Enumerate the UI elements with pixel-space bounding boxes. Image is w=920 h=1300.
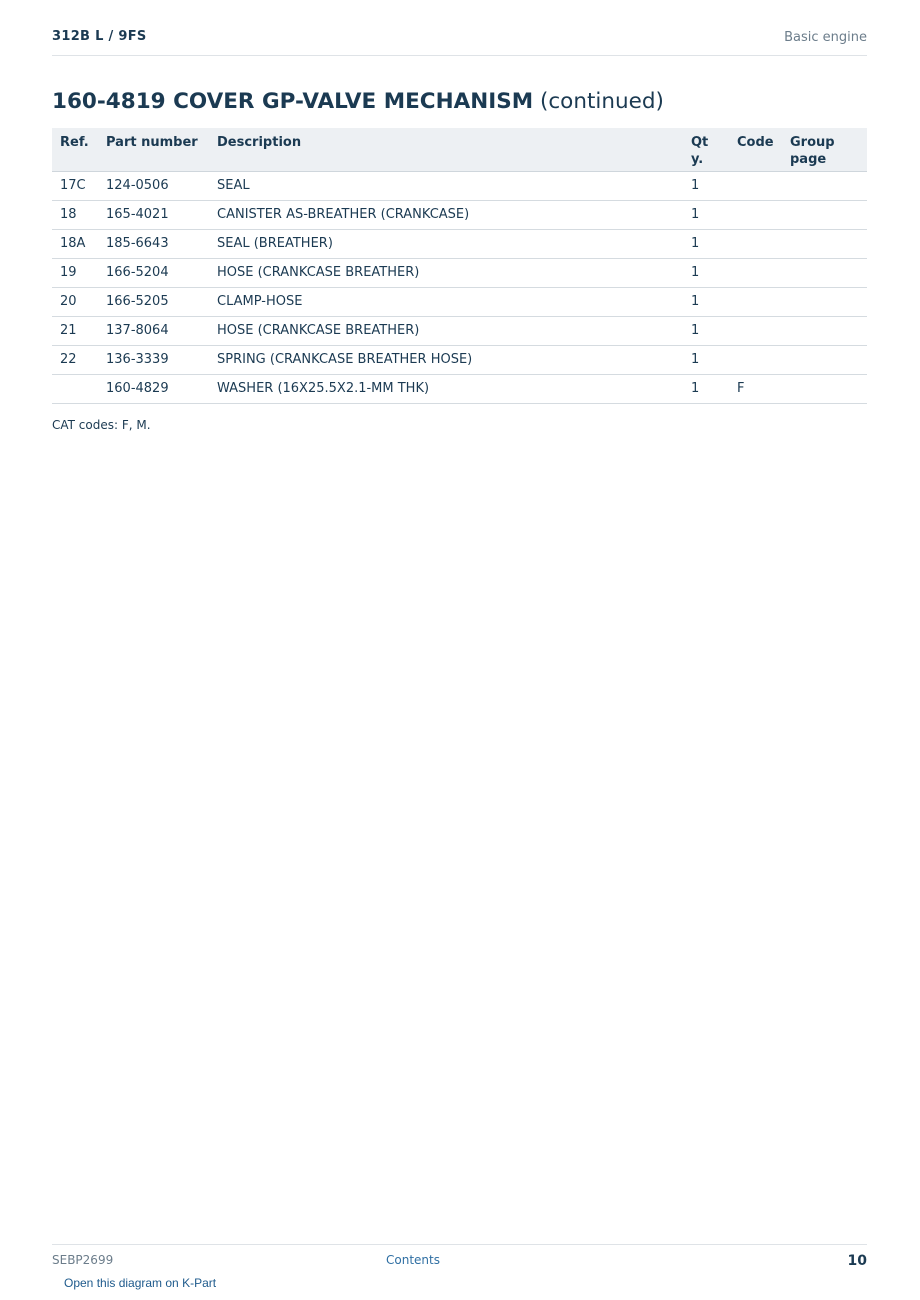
column-header-ref: Ref.: [52, 128, 98, 171]
page-title: [52, 89, 664, 114]
part-number-cell: 165-4021: [98, 200, 209, 229]
group-page-cell: [782, 316, 867, 345]
table-row: [52, 229, 867, 258]
code-cell: [729, 171, 782, 200]
code-cell: [729, 258, 782, 287]
contents-link[interactable]: Contents: [386, 1253, 440, 1267]
code-cell: [729, 287, 782, 316]
table-row: [52, 287, 867, 316]
kpart-link[interactable]: Open this diagram on K-Part: [64, 1276, 217, 1290]
section-name: Basic engine: [784, 30, 867, 45]
ref-cell: 20: [52, 287, 98, 316]
part-number-cell: 137-8064: [98, 316, 209, 345]
ref-cell: 19: [52, 258, 98, 287]
ref-cell: 21: [52, 316, 98, 345]
code-cell: [729, 200, 782, 229]
description-cell: WASHER (16X25.5X2.1-MM THK): [209, 374, 683, 403]
code-cell: [729, 345, 782, 374]
qty-cell: 1: [683, 229, 729, 258]
ref-cell: [52, 374, 98, 403]
table-row: [52, 374, 867, 403]
column-header-qty: [683, 128, 729, 171]
description-cell: SEAL: [209, 171, 683, 200]
part-number-cell: 166-5204: [98, 258, 209, 287]
cat-codes-note: CAT codes: F, M.: [52, 418, 151, 432]
qty-cell: 1: [683, 345, 729, 374]
page-title-main: 160-4819 COVER GP-VALVE MECHANISM: [52, 89, 534, 114]
code-cell: [729, 229, 782, 258]
column-header-group-page-label: Group page: [790, 135, 835, 167]
ref-cell: 17C: [52, 171, 98, 200]
parts-table: [52, 128, 867, 404]
part-number-cell: 185-6643: [98, 229, 209, 258]
part-number-cell: 160-4829: [98, 374, 209, 403]
ref-cell: 18A: [52, 229, 98, 258]
description-cell: SPRING (CRANKCASE BREATHER HOSE): [209, 345, 683, 374]
page-header: [52, 28, 867, 56]
table-row: [52, 345, 867, 374]
column-header-description: Description: [209, 128, 683, 171]
ref-cell: 22: [52, 345, 98, 374]
description-cell: CANISTER AS-BREATHER (CRANKCASE): [209, 200, 683, 229]
column-header-qty-label: Qty.: [691, 135, 709, 167]
group-page-cell: [782, 171, 867, 200]
qty-cell: 1: [683, 316, 729, 345]
qty-cell: 1: [683, 258, 729, 287]
description-cell: CLAMP-HOSE: [209, 287, 683, 316]
table-row: [52, 200, 867, 229]
qty-cell: 1: [683, 200, 729, 229]
page-title-suffix: (continued): [539, 89, 664, 114]
group-page-cell: [782, 229, 867, 258]
column-header-code: Code: [729, 128, 782, 171]
parts-table-body: [52, 171, 867, 403]
group-page-cell: [782, 287, 867, 316]
group-page-cell: [782, 374, 867, 403]
part-number-cell: 124-0506: [98, 171, 209, 200]
group-page-cell: [782, 345, 867, 374]
parts-table-header-row: [52, 128, 867, 171]
part-number-cell: 166-5205: [98, 287, 209, 316]
column-header-part-number: Part number: [98, 128, 209, 171]
table-row: [52, 258, 867, 287]
description-cell: SEAL (BREATHER): [209, 229, 683, 258]
code-cell: [729, 316, 782, 345]
description-cell: HOSE (CRANKCASE BREATHER): [209, 316, 683, 345]
table-row: [52, 316, 867, 345]
qty-cell: 1: [683, 287, 729, 316]
group-page-cell: [782, 258, 867, 287]
ref-cell: 18: [52, 200, 98, 229]
qty-cell: 1: [683, 374, 729, 403]
table-row: [52, 171, 867, 200]
page-number: 10: [847, 1253, 867, 1269]
code-cell: F: [729, 374, 782, 403]
part-number-cell: 136-3339: [98, 345, 209, 374]
page-footer: [52, 1244, 867, 1271]
group-page-cell: [782, 200, 867, 229]
description-cell: HOSE (CRANKCASE BREATHER): [209, 258, 683, 287]
model-serial: 312B L / 9FS: [52, 29, 147, 44]
column-header-group-page: [782, 128, 867, 171]
document-number: SEBP2699: [52, 1253, 114, 1267]
qty-cell: 1: [683, 171, 729, 200]
